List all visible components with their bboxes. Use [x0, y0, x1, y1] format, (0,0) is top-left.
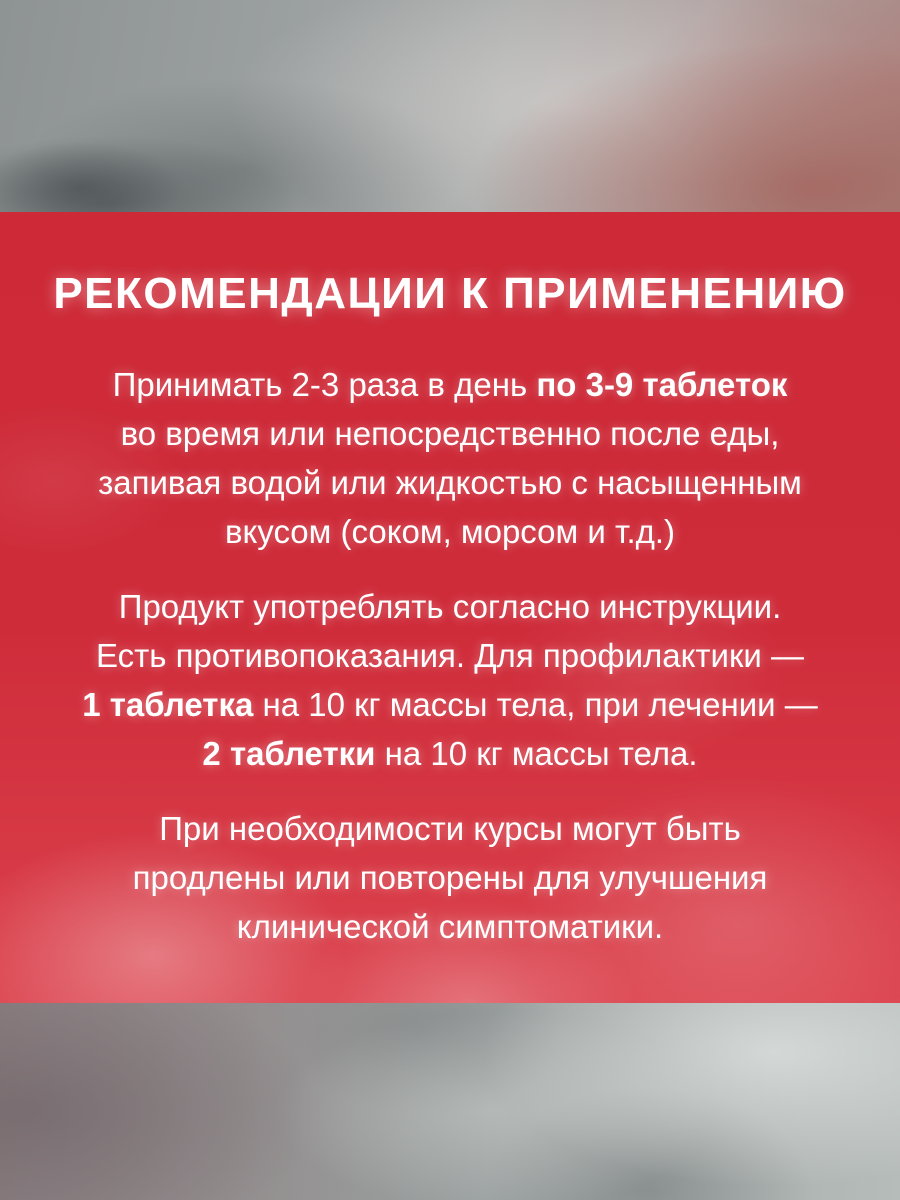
smoke-photo-top: [0, 0, 900, 212]
page-title: РЕКОМЕНДАЦИИ К ПРИМЕНЕНИЮ: [53, 269, 847, 318]
text-line: Принимать 2-3 раза в день по 3-9 таблеток: [112, 366, 788, 403]
text-line: клинической симптоматики.: [236, 908, 664, 945]
text-line: запивая водой или жидкостью с насыщенным: [98, 464, 802, 501]
dosage-paragraph: [40, 360, 860, 556]
text-line: продлены или повторены для улучшения: [132, 859, 768, 896]
usage-instruction-paragraph: [40, 582, 860, 778]
course-duration-paragraph: [40, 804, 860, 951]
text-line: Продукт употреблять согласно инструкции.: [118, 588, 782, 625]
text-line: Есть противопоказания. Для профилактики —: [95, 637, 805, 674]
text-line: 1 таблетка на 10 кг массы тела, при лечении —: [82, 686, 818, 723]
text-line: вкусом (соком, морсом и т.д.): [224, 513, 676, 550]
text-line: 2 таблетки на 10 кг массы тела.: [202, 735, 698, 772]
text-line: При необходимости курсы могут быть: [159, 810, 741, 847]
text-line: во время или непосредственно после еды,: [120, 415, 780, 452]
smoke-photo-bottom: [0, 1003, 900, 1200]
recommendations-panel: [0, 212, 900, 1003]
